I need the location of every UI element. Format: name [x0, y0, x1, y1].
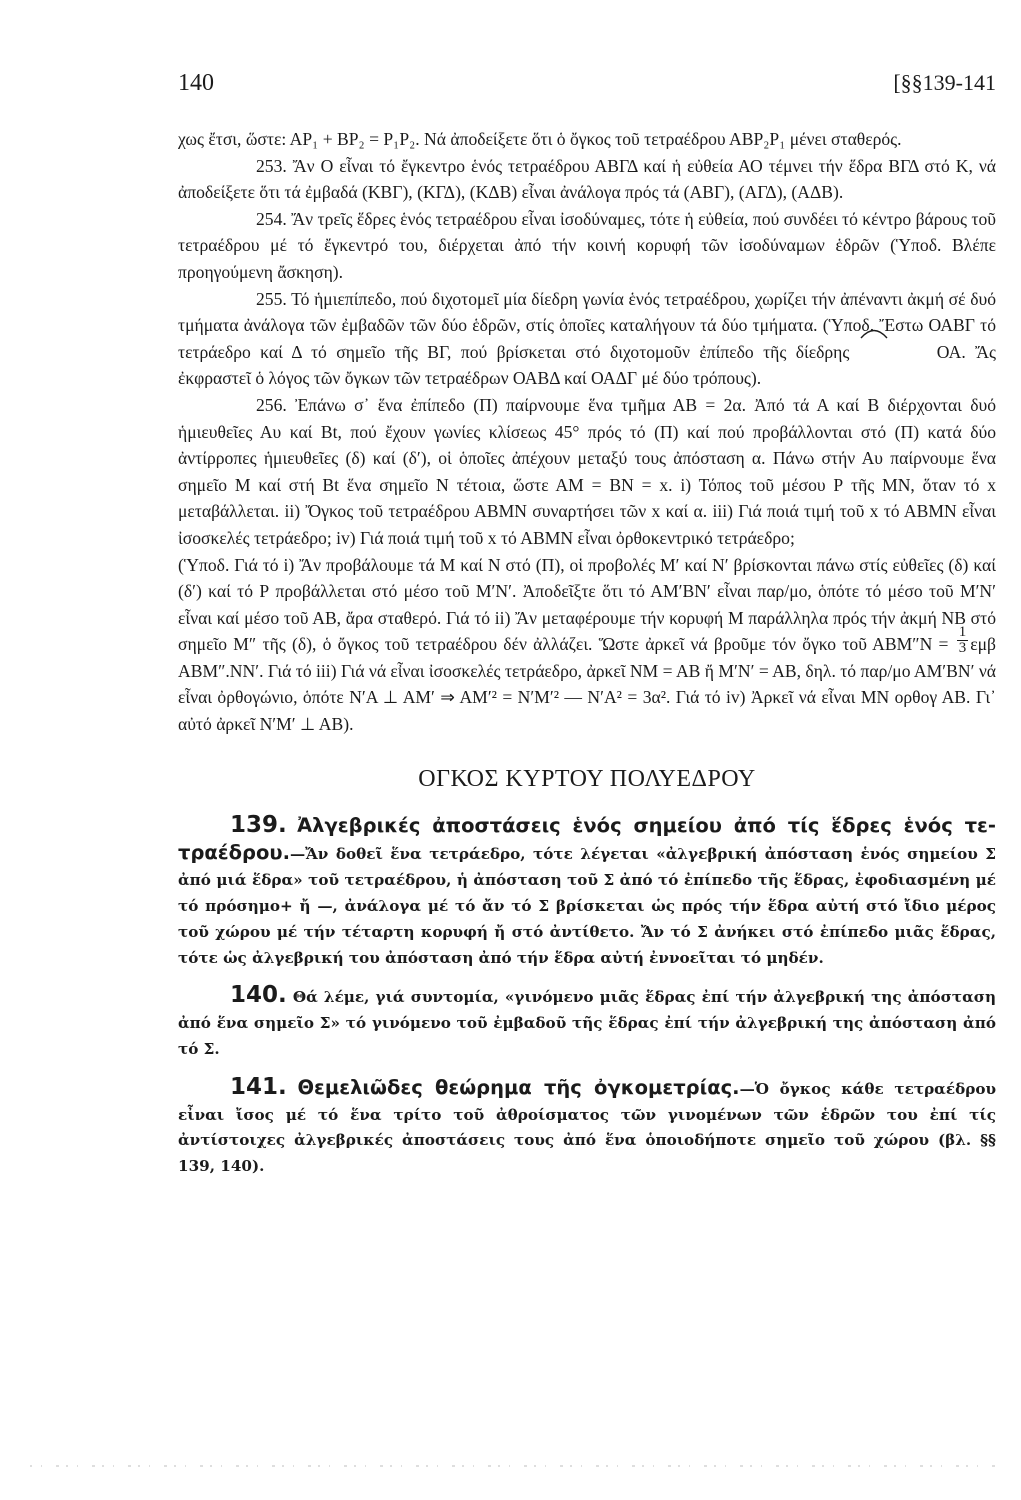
exercise-255: [178, 286, 996, 392]
hint-text-a: (Ὑποδ. Γιά τό i) Ἄν προβάλουμε τά Μ καί Ν στό (Π), οἱ προβολές Μ′ καί Ν′ βρίσκονται πάνω στίς εὐθεῖες (δ) καί (δ′) καί τό Ρ προβάλλεται στό μέσο τοῦ Μ′Ν′. Ἀποδεῖξτε ὅτι τό ΑΜ′ΒΝ′ εἶναι παρ/μο, ὁπότε τό μέσο τοῦ Μ′Ν′ εἶναι καί μέσο τοῦ ΑΒ, ἄρα σταθερό. Γιά τό ii) Ἄν μεταφέρουμε τήν κορυφή Μ παράλληλα πρός τήν ἀκμή ΝΒ στό σημεῖο Μ″ τῆς (δ), ὁ ὄγκος τοῦ τετραέδρου δέν ἀλλάζει. Ὥστε ἀρκεῖ νά βροῦμε τόν ὄγκο τοῦ ΑΒΜ″Ν =: [178, 554, 996, 655]
exercise-254: 254. Ἄν τρεῖς ἕδρες ἑνός τετραέδρου εἶναι ἰσοδύναμες, τότε ἡ εὐθεία, πού συνδέει τό κέντρο βάρους τοῦ τετραέδρου μέ τό ἔγκεντρό του, διέρχεται ἀπό τήν κοινή κορυφή τῶν ἰσοδύναμων ἑδρῶν (Ὑποδ. Βλέπε προηγούμενη ἄσκηση).: [178, 208, 996, 282]
page: [178, 70, 996, 1192]
exercise-255-text-b: . Ἄς ἐκφραστεῖ ὁ λόγος τῶν ὄγκων τῶν τετραέδρων ΟΑΒΔ καί ΟΑΔΓ μέ δύο τρόπους).: [178, 341, 996, 389]
exercise-256-hint: [178, 552, 996, 738]
section-141-heading: Θεμελιῶδες θεώρημα τῆς ὀγκομετρίας.: [297, 1075, 740, 1099]
arc-mark-icon: [859, 325, 889, 339]
fraction-one-third: [957, 625, 969, 656]
exercise-block: [178, 126, 996, 738]
exercise-255-text-a: 255. Τό ἡμιεπίπεδο, πού διχοτομεῖ μία δίεδρη γωνία ἑνός τετραέδρου, χωρίζει τήν ἀπέναντι ἀκμή σέ δυό τμήματα ἀνάλογα τῶν ἐμβαδῶν τῶν δύο ἑδρῶν, στίς ὁποῖες καταλήγουν τά δύο τμήματα. (Ὑποδ. Ἔστω ΟΑΒΓ τό τετράεδρο καί Δ τό σημεῖο τῆς ΒΓ, πού βρίσκεται στό διχοτομοῦν ἐπίπεδο τῆς δίεδρης: [178, 288, 996, 362]
page-number: 140: [178, 70, 214, 96]
section-139-number: 139.: [230, 811, 287, 838]
dihedral-arc-label: [859, 339, 962, 366]
dihedral-label-text: ΟΑ: [936, 341, 962, 362]
paragraph-continuation: χως ἔτσι, ὥστε: ΑΡ₁ + ΒΡ₂ = Ρ₁Ρ₂. Νά ἀποδείξετε ὅτι ὁ ὄγκος τοῦ τετραέδρου ΑΒΡ₂Ρ₁ μένει σταθερός.: [178, 129, 902, 149]
section-reference: [§§139-141: [893, 70, 996, 95]
section-140-text: Θά λέμε, γιά συντομία, «γινόμενο μιᾶς ἕδρας ἐπί τήν ἀλγεβρική της ἀπόσταση ἀπό ἕνα σημεῖο Σ» τό γινόμενο τοῦ ἐμβαδοῦ τῆς ἕδρας ἐπί τήν ἀλγεβρική της ἀπόσταση ἀπό τό Σ.: [178, 988, 996, 1059]
page-header: [178, 70, 996, 106]
section-title: ΟΓΚΟΣ ΚΥΡΤΟΥ ΠΟΛΥΕΔΡΟΥ: [418, 765, 756, 792]
section-141-text: —Ὁ ὄγκος κάθε τετραέδρου εἶναι ἴσος μέ τό ἕνα τρίτο τοῦ ἀθροίσματος τῶν γινομένων τῶν ἑδρῶν του ἐπί τίς ἀντίστοιχες ἀλγεβρικές ἀποστάσεις τους ἀπό ἕνα ὁποιοδήποτε σημεῖο τοῦ χώρου (βλ. §§ 139, 140).: [178, 1079, 996, 1176]
exercise-253: 253. Ἄν Ο εἶναι τό ἔγκεντρο ἑνός τετραέδρου ΑΒΓΔ καί ἡ εὐθεία ΑΟ τέμνει τήν ἕδρα ΒΓΔ στό Κ, νά ἀποδείξετε ὅτι τά ἐμβαδά (ΚΒΓ), (ΚΓΔ), (ΚΔΒ) εἶναι ἀνάλογα πρός τά (ΑΒΓ), (ΑΓΔ), (ΑΔΒ).: [178, 155, 996, 203]
section-139-text: —Ἄν δοθεῖ ἕνα τετράεδρο, τότε λέγεται «ἀλγεβρική ἀπόσταση ἑνός σημείου Σ ἀπό μιά ἕδρα» τοῦ τετραέδρου, ἡ ἀπόσταση τοῦ Σ ἀπό τό ἐπίπεδο τῆς ἕδρας, ἐφοδιασμένη μέ τό πρόσημο+ ἤ —, ἀνάλογα μέ τό ἄν τό Σ βρίσκεται ὡς πρός τήν ἕδρα αὐτή στό ἴδιο μέρος τοῦ χώρου μέ τήν τέταρτη κορυφή ἤ στό ἀντίθετο. Ἄν τό Σ ἀνήκει στό ἐπίπεδο μιᾶς ἕδρας, τότε ὡς ἀλγεβρική του ἀπόσταση ἀπό τήν ἕδρα αὐτή ἐννοεῖται τό μηδέν.: [178, 845, 996, 967]
section-139: [178, 813, 996, 972]
section-139-heading-a: Ἀλγεβρικές ἀποστάσεις ἑνός σημείου ἀπό τίς ἕδρες ἑνός τε-: [297, 813, 996, 837]
hint-text-b: εμβ ΑΒΜ″.ΝΝ′. Γιά τό iii) Γιά νά εἶναι ἰσοσκελές τετράεδρο, ἀρκεῖ ΝΜ = ΑΒ ἤ Μ′Ν′ = ΑΒ, δηλ. τό παρ/μο ΑΜ′ΒΝ′ νά εἶναι ὀρθογώνιο, ὁπότε Ν′Α ⊥ ΑΜ′ ⇒ ΑΜ′² = Ν′Μ′² — Ν′Α² = 3α². Γιά τό iv) Ἀρκεῖ νά εἶναι ΜΝ ορθογ ΑΒ. Γι᾿ αὐτό ἀρκεῖ Ν′Μ′ ⊥ ΑΒ).: [178, 634, 996, 735]
scan-speckle-decoration: [0, 1462, 1021, 1470]
theory-block: [178, 813, 996, 1180]
section-140-number: 140.: [230, 982, 287, 1009]
section-141-number: 141.: [230, 1073, 287, 1100]
section-141: [178, 1075, 996, 1180]
section-140: [178, 983, 996, 1062]
fraction-numerator: 1: [958, 623, 967, 640]
section-139-heading-b: τραέδρου.: [178, 841, 290, 865]
fraction-denominator: 3: [958, 639, 967, 656]
exercise-256: 256. Ἐπάνω σ᾿ ἕνα ἐπίπεδο (Π) παίρνουμε ἕνα τμῆμα ΑΒ = 2α. Ἀπό τά Α καί Β διέρχονται δυό ἡμιευθεῖες Αυ καί Βt, πού ἔχουν γωνίες κλίσεως 45° πρός τό (Π) καί πού προβάλλονται στό (Π) κατά δύο ἀντίρροπες ἡμιευθεῖες (δ) καί (δ′), οἱ ὁποῖες ἀπέχουν μεταξύ τους ἀπόσταση α. Πάνω στήν Αυ παίρνουμε ἕνα σημεῖο Μ καί στή Βt ἕνα σημεῖο Ν τέτοια, ὥστε ΑΜ = ΒΝ = x. i) Τόπος τοῦ μέσου Ρ τῆς ΜΝ, ὅταν τό x μεταβάλλεται. ii) Ὄγκος τοῦ τετραέδρου ΑΒΜΝ συναρτήσει τῶν x καί α. iii) Γιά ποιά τιμή τοῦ x τό ΑΒΜΝ εἶναι ἰσοσκελές τετράεδρο; iv) Γιά ποιά τιμή τοῦ x τό ΑΒΜΝ εἶναι ὀρθοκεντρικό τετράεδρο;: [178, 394, 996, 548]
